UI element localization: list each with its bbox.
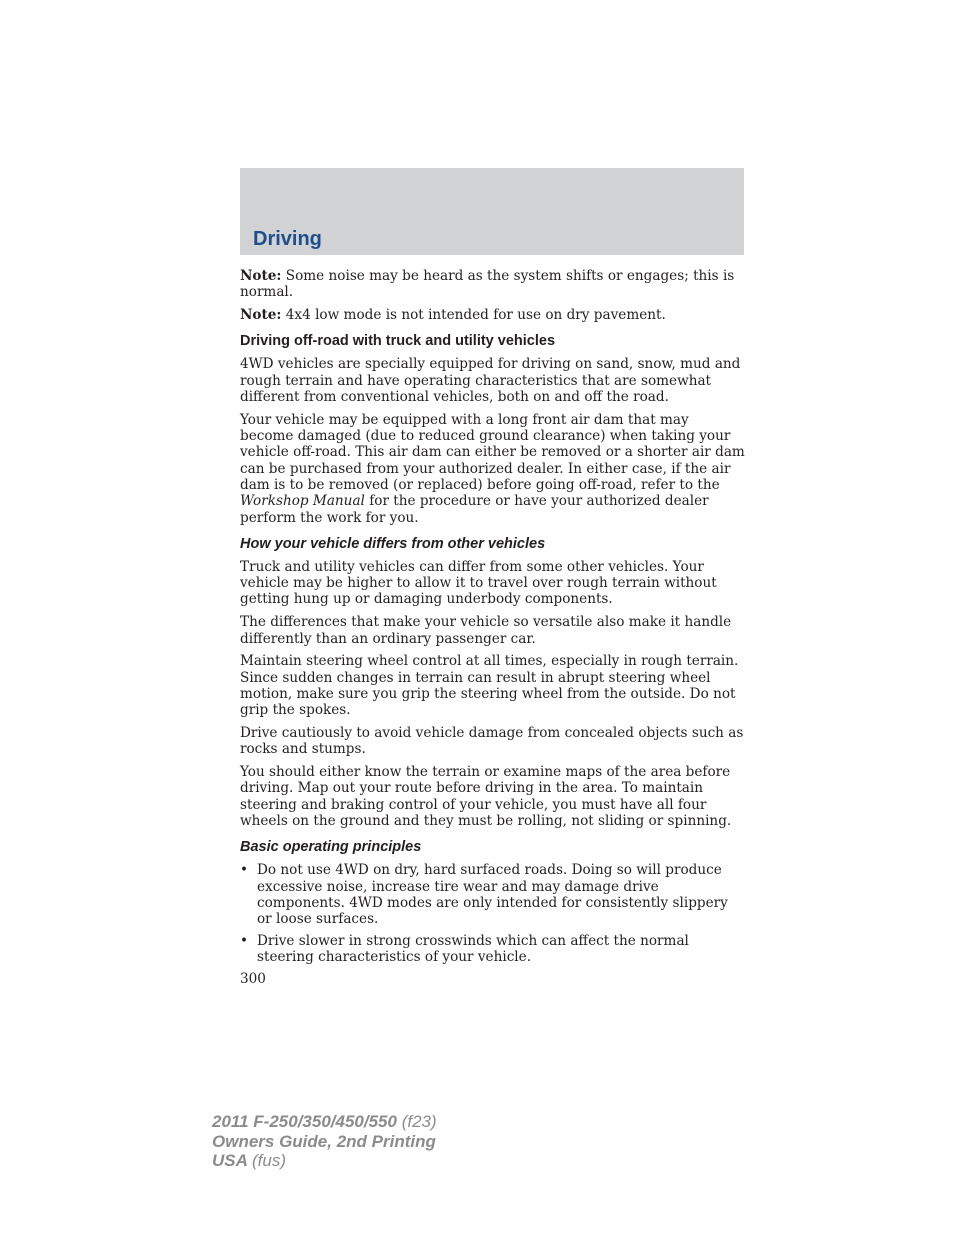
list-item <box>240 862 746 927</box>
note-paragraph <box>240 268 746 301</box>
footer-line-model <box>212 1112 437 1132</box>
subheading-operating-principles: Basic operating principles <box>240 839 422 856</box>
page-content <box>240 268 746 987</box>
air-dam-paragraph <box>240 412 746 526</box>
body-paragraph: Drive cautiously to avoid vehicle damage from concealed objects such as rocks and stumps. <box>240 725 744 758</box>
body-paragraph: You should either know the terrain or examine maps of the area before driving. Map out your route before driving in the area. To maintain steering and braking control of your vehicle, you must have all four wheels on the ground and they must be rolling, not sliding or spinning. <box>240 764 732 830</box>
paragraph-text: Your vehicle may be equipped with a long front air dam that may become damaged (due to reduced ground clearance) when taking your vehicle off-road. This air dam can either be removed or a shorter air dam can be purchased from your authorized dealer. In either case, if the air dam is to be removed (or replaced) before going off-road, refer to the <box>240 411 745 493</box>
list-item-text: Drive slower in strong crosswinds which can affect the normal steering characteristics of your vehicle. <box>257 932 689 965</box>
section-header-band <box>240 168 744 255</box>
section-title: Driving <box>253 228 322 250</box>
document-footer <box>212 1112 437 1171</box>
footer-region: USA <box>212 1151 248 1170</box>
paragraph-text: for the procedure or have your authorized dealer perform the work for you. <box>240 493 709 526</box>
note-text: 4x4 low mode is not intended for use on dry pavement. <box>285 307 666 324</box>
note-paragraph <box>240 307 746 323</box>
note-text: Some noise may be heard as the system shifts or engages; this is normal. <box>240 268 735 301</box>
footer-model-code: (f23) <box>401 1112 437 1131</box>
page-number: 300 <box>240 971 266 988</box>
footer-region-code: (fus) <box>252 1151 286 1170</box>
footer-model: 2011 F-250/350/450/550 <box>212 1112 397 1131</box>
body-paragraph: Maintain steering wheel control at all times, especially in rough terrain. Since sudden changes in terrain can result in abrupt steering wheel motion, make sure you grip the steering wheel from the outside. Do not grip the spokes. <box>240 653 739 719</box>
body-paragraph: The differences that make your vehicle so versatile also make it handle differently than an ordinary passenger car. <box>240 614 732 647</box>
list-item-text: Do not use 4WD on dry, hard surfaced roads. Doing so will produce excessive noise, increase tire wear and may damage drive components. 4WD modes are only intended for consistently slippery or loose surfaces. <box>257 862 728 928</box>
list-item <box>240 933 746 966</box>
bullet-icon: • <box>240 862 249 879</box>
bullet-icon: • <box>240 932 249 949</box>
subheading-vehicle-differences: How your vehicle differs from other vehicles <box>240 535 546 552</box>
workshop-manual-reference: Workshop Manual <box>240 493 365 510</box>
subheading-off-road: Driving off-road with truck and utility vehicles <box>240 333 556 350</box>
note-label: Note: <box>240 268 282 284</box>
note-label: Note: <box>240 307 282 324</box>
body-paragraph: Truck and utility vehicles can differ from some other vehicles. Your vehicle may be higher to allow it to travel over rough terrain without getting hung up or damaging underbody components. <box>240 558 717 608</box>
body-paragraph: 4WD vehicles are specially equipped for driving on sand, snow, mud and rough terrain and have operating characteristics that are somewhat different from conventional vehicles, both on and off the road. <box>240 356 741 405</box>
bullet-list <box>240 862 746 965</box>
footer-line-region <box>212 1151 437 1171</box>
footer-line-guide: Owners Guide, 2nd Printing <box>212 1131 436 1151</box>
